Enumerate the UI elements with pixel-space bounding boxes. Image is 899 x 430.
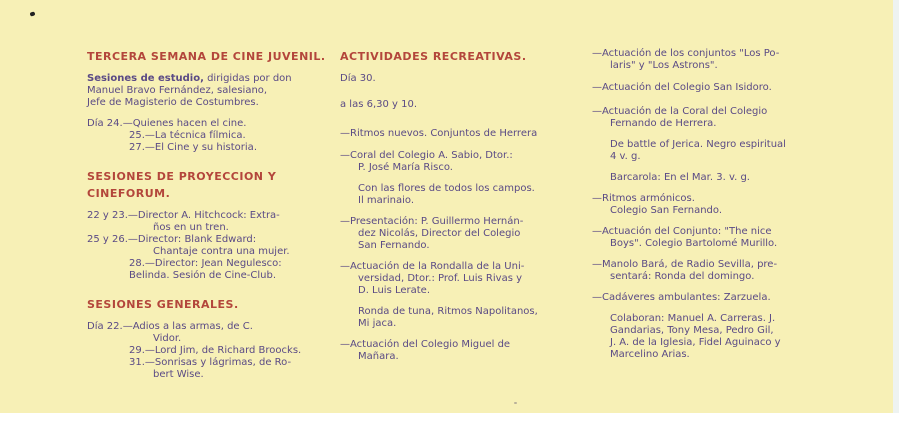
generales-list — [87, 321, 327, 381]
proyeccion-list — [87, 210, 327, 282]
act-manolo-bara — [592, 259, 832, 283]
act-ritmos-nuevos: —Ritmos nuevos. Conjuntos de Herrera — [340, 128, 538, 139]
act-nice-boys — [592, 226, 832, 250]
heading-actividades: ACTIVIDADES RECREATIVAS. — [340, 50, 527, 63]
act-colegio-manara-line-2: Mañara. — [358, 351, 399, 362]
act-nice-boys-line-1: —Actuación del Conjunto: "The nice — [592, 226, 772, 237]
act-presentacion-line-1: —Presentación: P. Guillermo Hernán- — [340, 216, 524, 227]
act-ronda-tuna-line-2: Mi jaca. — [358, 318, 397, 329]
estudio-bold: Sesiones de estudio, — [87, 73, 204, 84]
act-jerica-line-1: De battle of Jerica. Negro espiritual — [610, 139, 786, 150]
column-actividades — [340, 48, 576, 372]
proy-28-line-1: 28.—Director: Jean Negulesco: — [129, 258, 282, 269]
act-ronda-tuna — [340, 306, 576, 330]
act-coral-sabio-line-2: P. José María Risco. — [358, 162, 453, 173]
proy-28-line-2: Belinda. Sesión de Cine-Club. — [129, 270, 277, 281]
colaboran-line-2: Gandarias, Tony Mesa, Pedro Gil, — [610, 325, 774, 336]
heading-generales: SESIONES GENERALES. — [87, 298, 239, 311]
act-colegio-manara-line-1: —Actuación del Colegio Miguel de — [340, 339, 511, 350]
estudio-line-1 — [87, 73, 327, 85]
act-conjuntos-polaris — [592, 48, 832, 72]
heading-semana-cine: TERCERA SEMANA DE CINE JUVENIL. — [87, 50, 326, 63]
dia-25: 25.—La técnica fílmica. — [129, 130, 246, 141]
proy-22-line-1: 22 y 23.—Director A. Hitchcock: Extra- — [87, 210, 280, 221]
act-jerica-line-2: 4 v. g. — [610, 151, 641, 162]
act-rondalla — [340, 261, 576, 297]
act-coral-herrera — [592, 106, 832, 130]
scan-edge-right — [893, 0, 899, 430]
act-ritmos-armonicos-line-2: Colegio San Fernando. — [610, 205, 723, 216]
gen-29: 29.—Lord Jim, de Richard Broocks. — [129, 345, 302, 356]
estudio-days — [87, 118, 327, 154]
estudio-line-2: Manuel Bravo Fernández, salesiano, — [87, 85, 268, 96]
act-coral-sabio-line-1: —Coral del Colegio A. Sabio, Dtor.: — [340, 150, 513, 161]
act-presentacion-line-3: San Fernando. — [358, 240, 430, 251]
proy-25-line-2: Chantaje contra una mujer. — [153, 246, 290, 257]
act-rondalla-line-3: D. Luis Lerate. — [358, 285, 430, 296]
column-actuaciones — [592, 48, 832, 370]
gen-31-line-1: 31.—Sonrisas y lágrimas, de Ro- — [129, 357, 292, 368]
act-flores-line-1: Con las flores de todos los campos. — [358, 183, 535, 194]
colaboran-line-1: Colaboran: Manuel A. Carreras. J. — [610, 313, 776, 324]
dia-24: Día 24.—Quienes hacen el cine. — [87, 118, 247, 129]
heading-proyeccion-line-1: SESIONES DE PROYECCION Y — [87, 170, 277, 183]
hora: a las 6,30 y 10. — [340, 99, 418, 110]
act-ronda-tuna-line-1: Ronda de tuna, Ritmos Napolitanos, — [358, 306, 538, 317]
estudio-line-1-rest: dirigidas por don — [203, 73, 292, 84]
proy-22-line-2: ños en un tren. — [153, 222, 229, 233]
act-manolo-bara-line-1: —Manolo Bará, de Radio Sevilla, pre- — [592, 259, 778, 270]
dia-27: 27.—El Cine y su historia. — [129, 142, 257, 153]
estudio-line-3: Jefe de Magisterio de Costumbres. — [87, 97, 259, 108]
proy-25-line-1: 25 y 26.—Director: Blank Edward: — [87, 234, 257, 245]
act-flores — [340, 183, 576, 207]
act-ritmos-armonicos-line-1: —Ritmos armónicos. — [592, 193, 695, 204]
colaboran-line-3: J. A. de la Iglesia, Fidel Aguinaco y — [610, 337, 781, 348]
estudio-paragraph — [87, 73, 327, 109]
colaboran — [592, 313, 832, 361]
act-coral-sabio — [340, 150, 576, 174]
act-coral-herrera-line-1: —Actuación de la Coral del Colegio — [592, 106, 768, 117]
act-presentacion — [340, 216, 576, 252]
act-presentacion-line-2: dez Nicolás, Director del Colegio — [358, 228, 521, 239]
paper-speck — [514, 402, 517, 404]
act-cadaveres: —Cadáveres ambulantes: Zarzuela. — [592, 292, 771, 303]
act-colegio-manara — [340, 339, 576, 363]
ink-mark — [29, 11, 35, 16]
act-conjuntos-polaris-line-2: laris" y "Los Astrons". — [610, 60, 718, 71]
act-barcarola: Barcarola: En el Mar. 3. v. g. — [610, 172, 750, 183]
act-jerica — [592, 139, 832, 163]
colaboran-line-4: Marcelino Arias. — [610, 349, 690, 360]
act-rondalla-line-2: versidad, Dtor.: Prof. Luis Rivas y — [358, 273, 523, 284]
column-cine-juvenil — [87, 48, 327, 390]
act-san-isidoro: —Actuación del Colegio San Isidoro. — [592, 82, 772, 93]
dia-30: Día 30. — [340, 73, 376, 84]
scan-edge-bottom — [0, 413, 899, 430]
act-manolo-bara-line-2: sentará: Ronda del domingo. — [610, 271, 755, 282]
gen-22-line-1: Día 22.—Adios a las armas, de C. — [87, 321, 253, 332]
heading-proyeccion-line-2: CINEFORUM. — [87, 187, 171, 200]
act-rondalla-line-1: —Actuación de la Rondalla de la Uni- — [340, 261, 525, 272]
act-conjuntos-polaris-line-1: —Actuación de los conjuntos "Los Po- — [592, 48, 780, 59]
act-flores-line-2: Il marinaio. — [358, 195, 415, 206]
gen-31-line-2: bert Wise. — [153, 369, 204, 380]
act-ritmos-armonicos — [592, 193, 832, 217]
act-coral-herrera-line-2: Fernando de Herrera. — [610, 118, 717, 129]
heading-proyeccion — [87, 168, 327, 202]
gen-22-line-2: Vidor. — [153, 333, 182, 344]
act-nice-boys-line-2: Boys". Colegio Bartolomé Murillo. — [610, 238, 778, 249]
